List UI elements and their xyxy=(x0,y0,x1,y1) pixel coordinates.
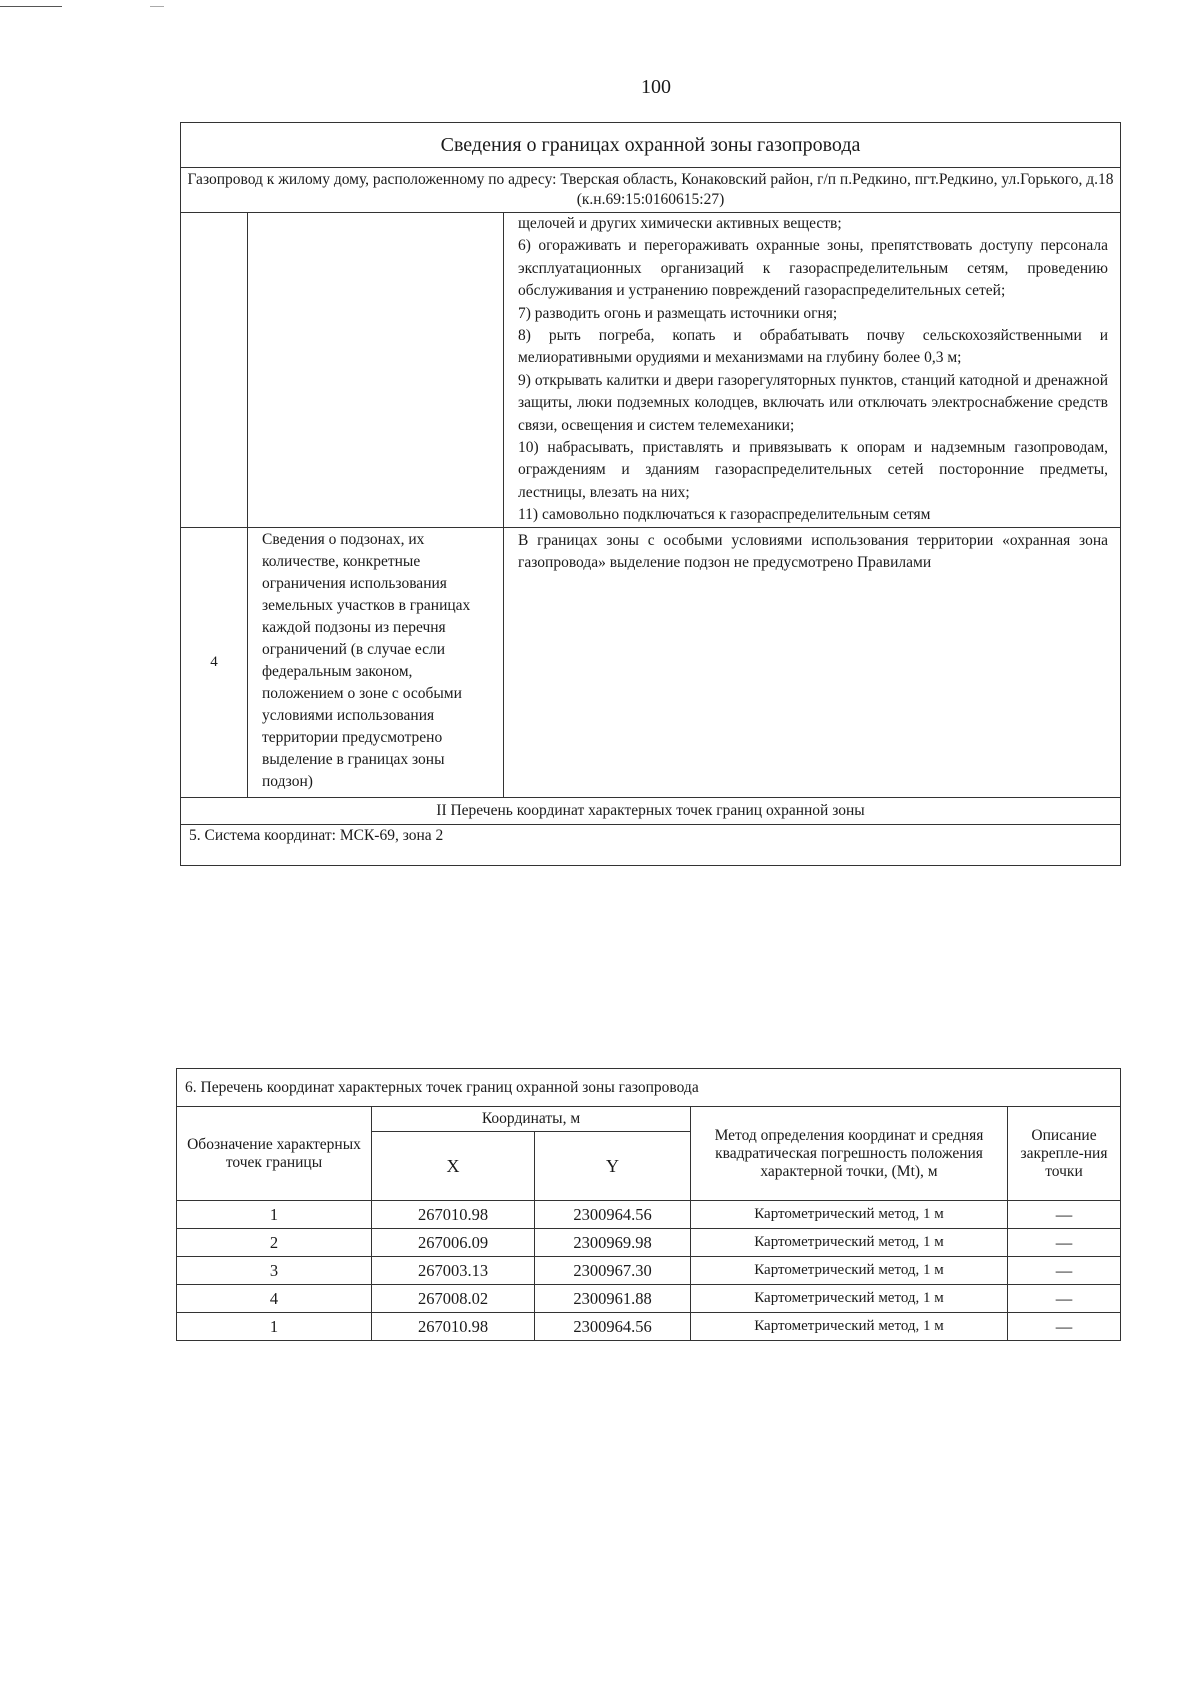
cell-method: Картометрический метод, 1 м xyxy=(691,1257,1008,1285)
points-block xyxy=(176,1068,1121,1341)
restriction-item: 7) разводить огонь и размещать источники огня; xyxy=(518,304,838,322)
restriction-item: щелочей и других химически активных веществ; xyxy=(518,215,842,232)
document-title: Сведения о границах охранной зоны газопровода xyxy=(181,123,1121,168)
cell-x: 267010.98 xyxy=(372,1201,535,1229)
empty-name-cell xyxy=(248,213,504,528)
coordinate-system: 5. Система координат: МСК-69, зона 2 xyxy=(181,824,1121,865)
cell-point: 2 xyxy=(177,1229,372,1257)
header-method: Метод определения координат и средняя квадратическая погрешность положения характерной точки, (Mt), м xyxy=(691,1107,1008,1201)
restriction-item: 8) рыть погреба, копать и обрабатывать почву сельскохозяйственными и мелиоративными орудиями и механизмами на глубину более 0,3 м; xyxy=(518,327,1108,367)
cell-point: 4 xyxy=(177,1285,372,1313)
header-description: Описание закрепле-ния точки xyxy=(1008,1107,1121,1201)
zone-info-table xyxy=(180,122,1121,866)
page-number: 100 xyxy=(641,76,671,98)
row-number: 4 xyxy=(181,527,248,797)
table-row xyxy=(177,1229,1121,1257)
restriction-item: 6) огораживать и перегораживать охранные зоны, препятствовать доступу персонала эксплуатационных организаций к газораспределительным сетям, проведению обслуживания и устранению повреждений газораспределительных сетей; xyxy=(518,237,1108,300)
scan-artifact-line xyxy=(0,6,62,7)
restriction-item: 9) открывать калитки и двери газорегуляторных пунктов, станций катодной и дренажной защиты, люки подземных колодцев, включать или отключать электроснабжение средств связи, освещения и систем телемеханики; xyxy=(518,371,1108,434)
header-point: Обозначение характерных точек границы xyxy=(177,1107,372,1201)
zone-info-block xyxy=(180,122,1121,866)
cell-method: Картометрический метод, 1 м xyxy=(691,1313,1008,1341)
header-coords: Координаты, м xyxy=(372,1107,691,1132)
cell-y: 2300961.88 xyxy=(535,1285,691,1313)
restriction-item: 10) набрасывать, приставлять и привязывать к опорам и надземным газопроводам, ограждениям и зданиям газораспределительных сетей посторонние предметы, лестницы, влезать на них; xyxy=(518,439,1108,501)
subzones-value-text: В границах зоны с особыми условиями использования территории «охранная зона газопровода» выделение подзон не предусмотрено Правилами xyxy=(518,531,1108,571)
table-row xyxy=(177,1257,1121,1285)
table-row xyxy=(177,1313,1121,1341)
cell-x: 267008.02 xyxy=(372,1285,535,1313)
points-table xyxy=(176,1068,1121,1341)
section-2-title: II Перечень координат характерных точек границ охранной зоны xyxy=(181,797,1121,824)
object-description: Газопровод к жилому дому, расположенному по адресу: Тверская область, Конаковский район, г/п п.Редкино, пгт.Редкино, ул.Горького, д.18 (к.н.69:15:0160615:27) xyxy=(181,168,1121,213)
cell-description: — xyxy=(1008,1229,1121,1257)
cell-point: 1 xyxy=(177,1313,372,1341)
cell-y: 2300969.98 xyxy=(535,1229,691,1257)
header-y: Y xyxy=(535,1132,691,1201)
points-list-title: 6. Перечень координат характерных точек границ охранной зоны газопровода xyxy=(177,1069,1121,1107)
cell-y: 2300967.30 xyxy=(535,1257,691,1285)
restriction-item: 11) самовольно подключаться к газораспределительным сетям xyxy=(518,506,931,524)
cell-method: Картометрический метод, 1 м xyxy=(691,1285,1008,1313)
cell-description: — xyxy=(1008,1313,1121,1341)
empty-number-cell xyxy=(181,213,248,528)
cell-y: 2300964.56 xyxy=(535,1313,691,1341)
cell-description: — xyxy=(1008,1201,1121,1229)
cell-method: Картометрический метод, 1 м xyxy=(691,1229,1008,1257)
table-row xyxy=(177,1201,1121,1229)
subzones-value xyxy=(504,527,1121,797)
cell-description: — xyxy=(1008,1257,1121,1285)
cell-x: 267003.13 xyxy=(372,1257,535,1285)
cell-method: Картометрический метод, 1 м xyxy=(691,1201,1008,1229)
cell-description: — xyxy=(1008,1285,1121,1313)
subzones-label: Сведения о подзонах, их количестве, конкретные ограничения использования земельных участков в границах каждой подзоны из перечня ограничений (в случае если федеральным законом, положением о зоне с особыми условиями использования территории предусмотрено выделение в границах зоны подзон) xyxy=(248,527,504,797)
header-x: X xyxy=(372,1132,535,1201)
cell-x: 267006.09 xyxy=(372,1229,535,1257)
cell-y: 2300964.56 xyxy=(535,1201,691,1229)
cell-point: 1 xyxy=(177,1201,372,1229)
cell-x: 267010.98 xyxy=(372,1313,535,1341)
cell-point: 3 xyxy=(177,1257,372,1285)
restrictions-list xyxy=(504,213,1121,528)
table-row xyxy=(177,1285,1121,1313)
scan-artifact-line xyxy=(150,6,164,7)
